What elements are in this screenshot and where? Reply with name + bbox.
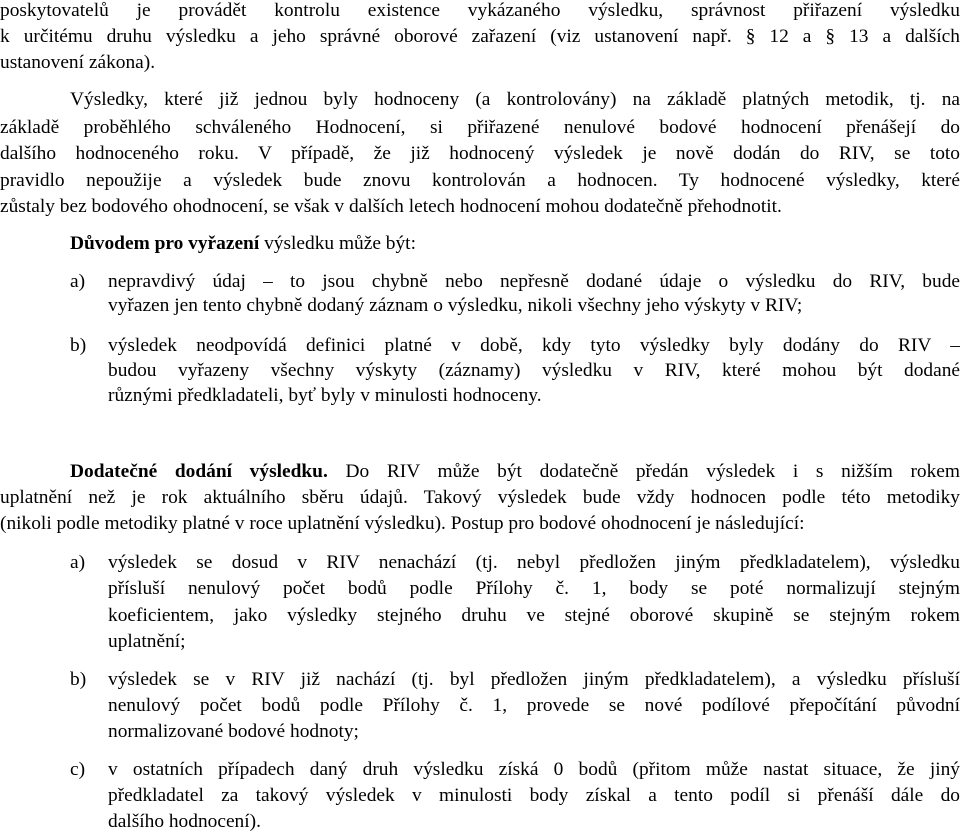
text-line: normalizované bodové hodnoty; bbox=[108, 721, 359, 742]
list-item bbox=[0, 269, 960, 295]
text-line: uplatnění; bbox=[108, 631, 186, 652]
text-line: pravidlo nepoužije a výsledek bude znovu kontrolován a hodnocen. Ty hodnocené výsledky, které bbox=[0, 170, 960, 191]
text-line: předkladatel za takový výsledek v minulosti body získal a tento podíl si přenáší dále do bbox=[108, 785, 960, 806]
text-line: budou vyřazeny všechny výskyty (záznamy) výsledku v RIV, které mohou být dodané bbox=[108, 360, 960, 381]
list-item-label: c) bbox=[70, 759, 86, 780]
text-line: přísluší nenulový počet bodů podle Přílohy č. 1, body se poté normalizují stejným bbox=[108, 578, 960, 599]
late-delivery-heading: Dodatečné dodání výsledku. bbox=[70, 461, 328, 482]
text-line: k určitému druhu výsledku a jeho správné oborové zařazení (viz ustanovení např. § 12 a § 13 a dalších bbox=[0, 26, 960, 47]
text-line: dalšího hodnoceného roku. V případě, že již hodnocený výsledek je nově dodán do RIV, se toto bbox=[0, 143, 960, 164]
text-line: různými předkladateli, byť byly v minulosti hodnoceny. bbox=[108, 385, 542, 406]
text-line: Výsledky, které již jednou byly hodnoceny (a kontrolovány) na základě platných metodik, tj. na bbox=[70, 89, 960, 110]
text-line: (nikoli podle metodiky platné v roce uplatnění výsledku). Postup pro bodové ohodnocení je následující: bbox=[0, 513, 805, 534]
text-line: koeficientem, jako výsledky stejného druhu ve stejné oborové skupině se stejným rokem bbox=[108, 605, 960, 626]
late-delivery-first-line bbox=[0, 459, 960, 485]
list-item-text: v ostatních případech daný druh výsledku získá 0 bodů (přitom může nastat situace, že jiný bbox=[108, 759, 960, 780]
list-item-text: výsledek neodpovídá definici platné v době, kdy tyto výsledky byly dodány do RIV – bbox=[108, 335, 960, 356]
text-line: nenulový počet bodů podle Přílohy č. 1, provede se nové podílové přepočítání původní bbox=[108, 695, 960, 716]
text-line: zůstaly bez bodového ohodnocení, se však v dalších letech hodnocení mohou dodatečně přehodnotit. bbox=[0, 196, 782, 217]
list-item-text: výsledek se dosud v RIV nenachází (tj. nebyl předložen jiným předkladatelem), výsledku bbox=[108, 552, 960, 573]
text-line: základě proběhlého schváleného Hodnocení, si přiřazené nenulové bodové hodnocení přenášejí do bbox=[0, 117, 960, 138]
exclusion-heading-rest: výsledku může být: bbox=[259, 233, 416, 254]
list-item bbox=[0, 667, 960, 693]
list-item-label: a) bbox=[70, 271, 86, 292]
exclusion-heading-bold: Důvodem pro vyřazení bbox=[70, 233, 260, 254]
text-line: ustanovení zákona). bbox=[0, 52, 156, 73]
list-item-label: b) bbox=[70, 669, 87, 690]
list-item-text: nepravdivý údaj – to jsou chybně nebo nepřesně dodané údaje o výsledku do RIV, bude bbox=[108, 271, 960, 292]
list-item-label: b) bbox=[70, 335, 87, 356]
exclusion-heading bbox=[0, 231, 960, 257]
late-delivery-text: Do RIV může být dodatečně předán výsledek i s nižším rokem bbox=[327, 461, 960, 482]
text-line: poskytovatelů je provádět kontrolu existence vykázaného výsledku, správnost přiřazení výsledku bbox=[0, 0, 960, 21]
list-item bbox=[0, 333, 960, 359]
text-line: vyřazen jen tento chybně dodaný záznam o výsledku, nikoli všechny jeho výskyty v RIV; bbox=[108, 295, 803, 316]
list-item-text: výsledek se v RIV již nachází (tj. byl předložen jiným předkladatelem), a výsledku přísluší bbox=[108, 669, 960, 690]
text-line: uplatnění než je rok aktuálního sběru údajů. Takový výsledek bude vždy hodnocen podle této metodiky bbox=[0, 487, 960, 508]
list-item bbox=[0, 550, 960, 576]
text-line: dalšího hodnocení). bbox=[108, 811, 261, 832]
list-item bbox=[0, 757, 960, 783]
list-item-label: a) bbox=[70, 552, 86, 573]
